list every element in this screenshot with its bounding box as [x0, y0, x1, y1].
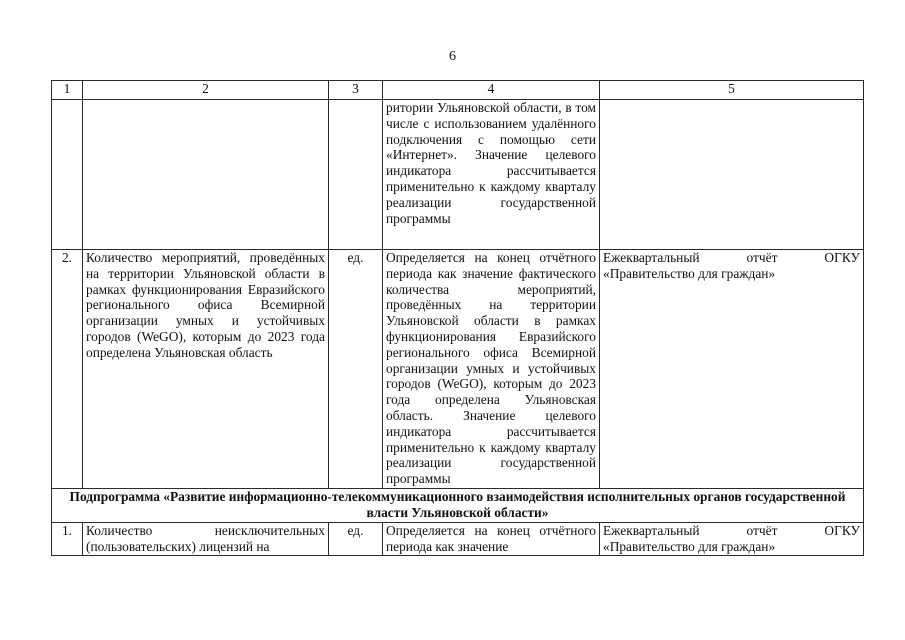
header-col-1: 1: [52, 81, 83, 100]
header-col-4: 4: [383, 81, 600, 100]
indicator-name: Количество неисключительных (пользовательских) лицензий на: [83, 522, 329, 555]
data-source: Ежеквартальный отчёт ОГКУ «Правительство для граждан»: [600, 522, 864, 555]
row-number: 1.: [52, 522, 83, 555]
subprogram-title: Подпрограмма «Развитие информационно-телекоммуникационного взаимодействия исполнительных органов государственной власти Ульяновской области»: [52, 488, 864, 522]
row-number: 2.: [52, 250, 83, 489]
calculation-method: ритории Ульяновской области, в том числе с использованием удалённого подключения с помощью сети «Интернет». Значение целевого индикатора рассчитывается применительно к каждому кварталу реализации государственной программы: [383, 100, 600, 250]
unit-cell: [329, 100, 383, 250]
data-source: Ежеквартальный отчёт ОГКУ «Правительство для граждан»: [600, 250, 864, 489]
table-row: [52, 522, 864, 555]
indicator-name: [83, 100, 329, 250]
unit-cell: ед.: [329, 522, 383, 555]
table-row: [52, 100, 864, 250]
indicator-name: Количество мероприятий, проведённых на территории Ульяновской области в рамках функционирования Евразийского регионального офиса Всемирной организации умных и устойчивых городов (WeGO), которым до 2023 года определена Ульяновская область: [83, 250, 329, 489]
table-header-row: [52, 81, 864, 100]
calculation-method: Определяется на конец отчётного периода как значение: [383, 522, 600, 555]
calculation-method: Определяется на конец отчётного периода как значение фактического количества мероприятий, проведённых на территории Ульяновской области в рамках функционирования Евразийского регионального офиса Всемирной организации умных и устойчивых городов (WeGO), которым до 2023 года определена Ульяновская область. Значение целевого индикатора рассчитывается применительно к каждому кварталу реализации государственной программы: [383, 250, 600, 489]
header-col-5: 5: [600, 81, 864, 100]
row-number: [52, 100, 83, 250]
header-col-3: 3: [329, 81, 383, 100]
page-number: 6: [449, 49, 456, 64]
unit-cell: ед.: [329, 250, 383, 489]
header-col-2: 2: [83, 81, 329, 100]
subprogram-row: [52, 488, 864, 522]
indicator-table: [51, 80, 864, 556]
data-source: [600, 100, 864, 250]
table-row: [52, 250, 864, 489]
